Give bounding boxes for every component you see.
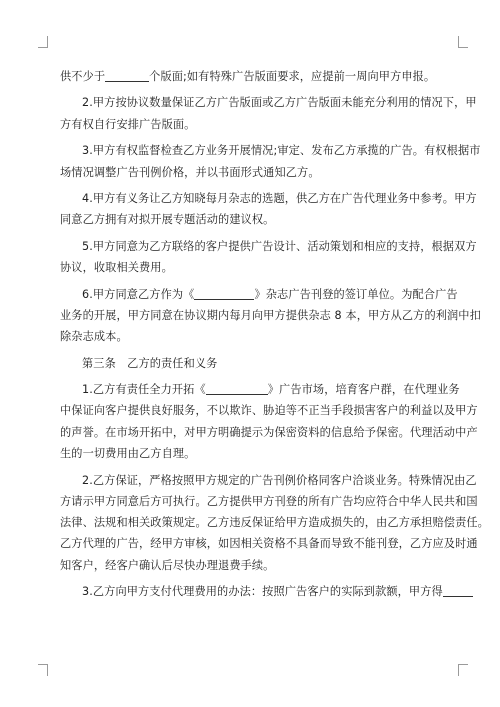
section-heading-article-3	[60, 353, 441, 374]
paragraph-b-clause-1	[60, 379, 478, 464]
text-line: 除杂志成本。	[60, 330, 128, 344]
document-body	[60, 66, 489, 608]
text-line: 第三条 乙方的责任和义务	[82, 356, 218, 370]
paragraph-b-clause-2	[60, 470, 489, 576]
text-line: 知客户，经客户确认后尽快办理退费手续。	[60, 558, 275, 572]
text-line: 1.乙方有责任全力开拓《 》广告市场，培育客户群，在代理业务	[82, 383, 460, 397]
fill-in-blank[interactable]	[443, 584, 473, 597]
text-line: 的声誉。在市场开拓中，对甲方明确提示为保密资料的信息给予保密。代理活动中产	[60, 425, 478, 439]
paragraph-clause-5	[60, 236, 477, 279]
paragraph-page-count	[60, 66, 441, 87]
text-line: 4.甲方有义务让乙方知晓每月杂志的选题，供乙方在广告代理业务中参考。甲方	[82, 192, 477, 206]
fill-in-blank[interactable]	[206, 382, 268, 395]
fill-in-blank[interactable]	[194, 287, 254, 300]
text-line: 协议，收取相关费用。	[60, 261, 173, 275]
text-line: 5.甲方同意为乙方联络的客户提供广告设计、活动策划和相应的支持，根据双方	[82, 239, 477, 253]
text-line: 同意乙方拥有对拟开展专题活动的建议权。	[60, 213, 275, 227]
paragraph-clause-3	[60, 140, 481, 183]
text-line: 中保证向客户提供良好服务，不以欺诈、胁迫等不正当手段损害客户的利益以及甲方	[60, 404, 478, 418]
text-line: 6.甲方同意乙方作为《 》杂志广告刊登的签订单位。为配合广告	[82, 287, 458, 301]
fill-in-blank[interactable]	[105, 69, 149, 82]
text-line: 3.甲方有权监督检查乙方业务开展情况;审定、发布乙方承揽的广告。有权根据市	[82, 144, 481, 158]
paragraph-clause-2	[60, 92, 477, 135]
text-line: 生的一切费用由乙方自理。	[60, 447, 196, 461]
crop-mark-top-left	[38, 36, 48, 48]
paragraph-b-clause-3	[60, 581, 441, 602]
text-line: 3.乙方向甲方支付代理费用的办法：按照广告客户的实际到款额，甲方得	[60, 581, 441, 602]
text-line: 乙方代理的广告，经甲方审核，如因相关资格不具备而导致不能刊登，乙方应及时通	[60, 537, 478, 551]
text-line: 场情况调整广告刊例价格，并以书面形式通知乙方。	[60, 165, 320, 179]
crop-mark-top-right	[458, 36, 468, 48]
paragraph-clause-4	[60, 188, 477, 231]
text-line: 方有权自行安排广告版面。	[60, 117, 196, 131]
paragraph-clause-6	[60, 284, 481, 348]
crop-mark-bottom-right	[458, 664, 468, 676]
text-line: 2.甲方按协议数量保证乙方广告版面或乙方广告版面未能充分利用的情况下，甲	[82, 96, 477, 110]
crop-mark-bottom-left	[38, 664, 48, 676]
text-line: 供不少于 个版面;如有特殊广告版面要求，应提前一周向甲方申报。	[60, 70, 436, 83]
text-line: 2.乙方保证，严格按照甲方规定的广告刊例价格同客户洽谈业务。特殊情况由乙	[82, 473, 477, 487]
text-line: 法律、法规和相关政策规定。乙方违反保证给甲方造成损失的，由乙方承担赔偿责任。	[60, 516, 489, 530]
text-line: 方请示甲方同意后方可执行。乙方提供甲方刊登的所有广告均应符合中华人民共和国	[60, 494, 478, 508]
text-line: 业务的开展，甲方同意在协议期内每月向甲方提供杂志 8 本，甲方从乙方的利润中扣	[60, 308, 481, 322]
